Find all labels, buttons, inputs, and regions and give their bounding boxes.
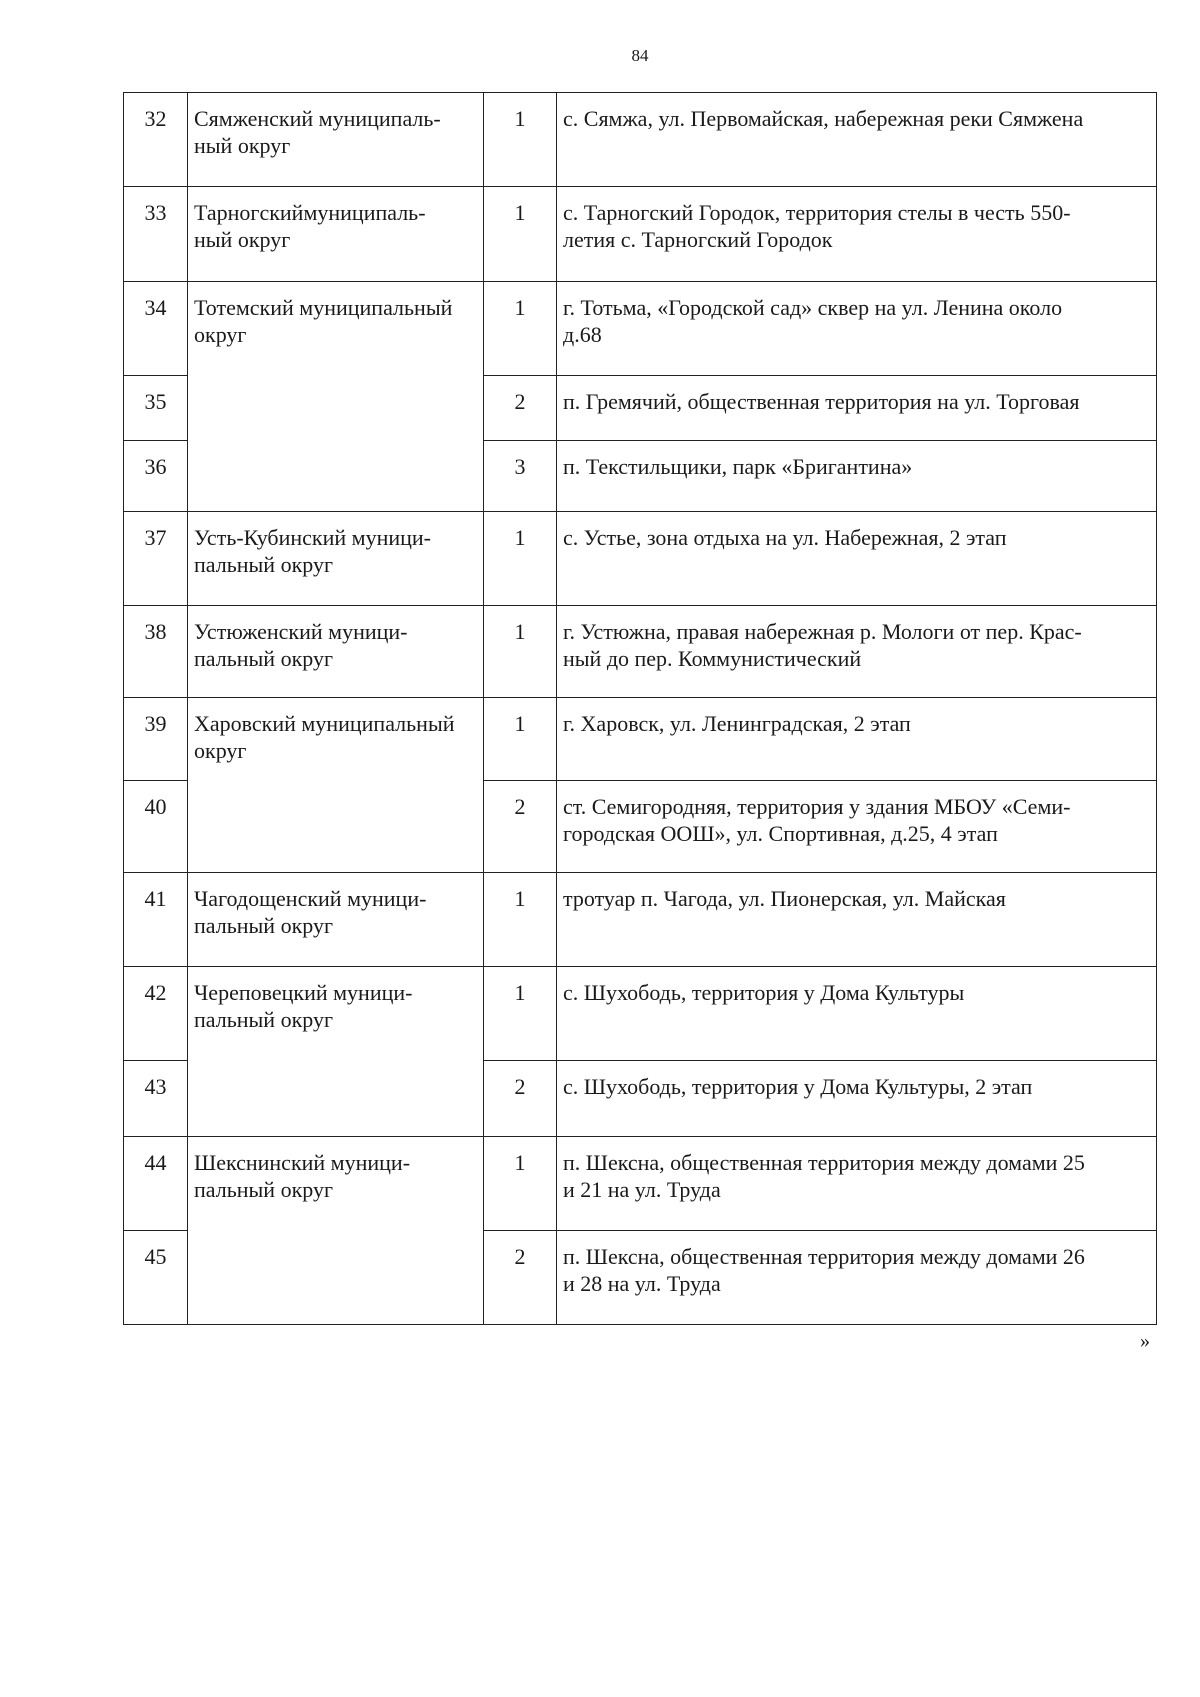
row-number: 38 — [124, 606, 188, 698]
territory-address: п. Шексна, общественная территория между домами 26 и 28 на ул. Труда — [557, 1231, 1157, 1325]
territory-address: с. Шухободь, территория у Дома Культуры, 2 этап — [557, 1061, 1157, 1137]
row-number: 32 — [124, 93, 188, 187]
district-name: Шекснинский муници- пальный округ — [188, 1137, 484, 1325]
territory-address: п. Гремячий, общественная территория на ул. Торговая — [557, 376, 1157, 441]
stage-number: 1 — [484, 873, 557, 967]
territory-address: с. Шухободь, территория у Дома Культуры — [557, 967, 1157, 1061]
row-number: 36 — [124, 441, 188, 512]
table-row — [124, 187, 1157, 282]
table-row — [124, 873, 1157, 967]
table-row — [124, 967, 1157, 1061]
closing-quote: » — [1140, 1330, 1150, 1352]
stage-number: 3 — [484, 441, 557, 512]
table-row — [124, 606, 1157, 698]
district-name: Усть-Кубинский муници- пальный округ — [188, 512, 484, 606]
stage-number: 2 — [484, 1061, 557, 1137]
territory-address: г. Устюжна, правая набережная р. Мологи от пер. Крас- ный до пер. Коммунистический — [557, 606, 1157, 698]
territory-address: с. Тарногский Городок, территория стелы в честь 550- летия с. Тарногский Городок — [557, 187, 1157, 282]
table-row — [124, 282, 1157, 376]
row-number: 40 — [124, 781, 188, 873]
row-number: 34 — [124, 282, 188, 376]
territory-address: с. Устье, зона отдыха на ул. Набережная, 2 этап — [557, 512, 1157, 606]
stage-number: 1 — [484, 1137, 557, 1231]
district-name: Тотемский муниципальный округ — [188, 282, 484, 512]
row-number: 33 — [124, 187, 188, 282]
stage-number: 1 — [484, 282, 557, 376]
territory-table — [123, 92, 1157, 1325]
stage-number: 2 — [484, 376, 557, 441]
stage-number: 2 — [484, 1231, 557, 1325]
territory-address: г. Тотьма, «Городской сад» сквер на ул. Ленина около д.68 — [557, 282, 1157, 376]
table-row — [124, 93, 1157, 187]
territory-address: г. Харовск, ул. Ленинградская, 2 этап — [557, 698, 1157, 781]
territory-address: с. Сямжа, ул. Первомайская, набережная реки Сямжена — [557, 93, 1157, 187]
page-number: 84 — [631, 46, 649, 65]
table-row — [124, 512, 1157, 606]
row-number: 42 — [124, 967, 188, 1061]
row-number: 44 — [124, 1137, 188, 1231]
row-number: 43 — [124, 1061, 188, 1137]
table-row — [124, 1137, 1157, 1231]
district-name: Сямженский муниципаль- ный округ — [188, 93, 484, 187]
district-name: Череповецкий муници- пальный округ — [188, 967, 484, 1137]
district-name: Чагодощенский муници- пальный округ — [188, 873, 484, 967]
district-name: Харовский муниципальный округ — [188, 698, 484, 873]
stage-number: 2 — [484, 781, 557, 873]
territory-address: ст. Семигородняя, территория у здания МБОУ «Семи- городская ООШ», ул. Спортивная, д.25, 4 этап — [557, 781, 1157, 873]
stage-number: 1 — [484, 93, 557, 187]
district-name: Тарногскиймуниципаль- ный округ — [188, 187, 484, 282]
stage-number: 1 — [484, 606, 557, 698]
row-number: 45 — [124, 1231, 188, 1325]
row-number: 39 — [124, 698, 188, 781]
stage-number: 1 — [484, 967, 557, 1061]
table-row — [124, 698, 1157, 781]
stage-number: 1 — [484, 187, 557, 282]
row-number: 35 — [124, 376, 188, 441]
district-name: Устюженский муници- пальный округ — [188, 606, 484, 698]
territory-address: п. Текстильщики, парк «Бригантина» — [557, 441, 1157, 512]
stage-number: 1 — [484, 698, 557, 781]
stage-number: 1 — [484, 512, 557, 606]
territory-address: тротуар п. Чагода, ул. Пионерская, ул. Майская — [557, 873, 1157, 967]
row-number: 41 — [124, 873, 188, 967]
territory-address: п. Шексна, общественная территория между домами 25 и 21 на ул. Труда — [557, 1137, 1157, 1231]
row-number: 37 — [124, 512, 188, 606]
